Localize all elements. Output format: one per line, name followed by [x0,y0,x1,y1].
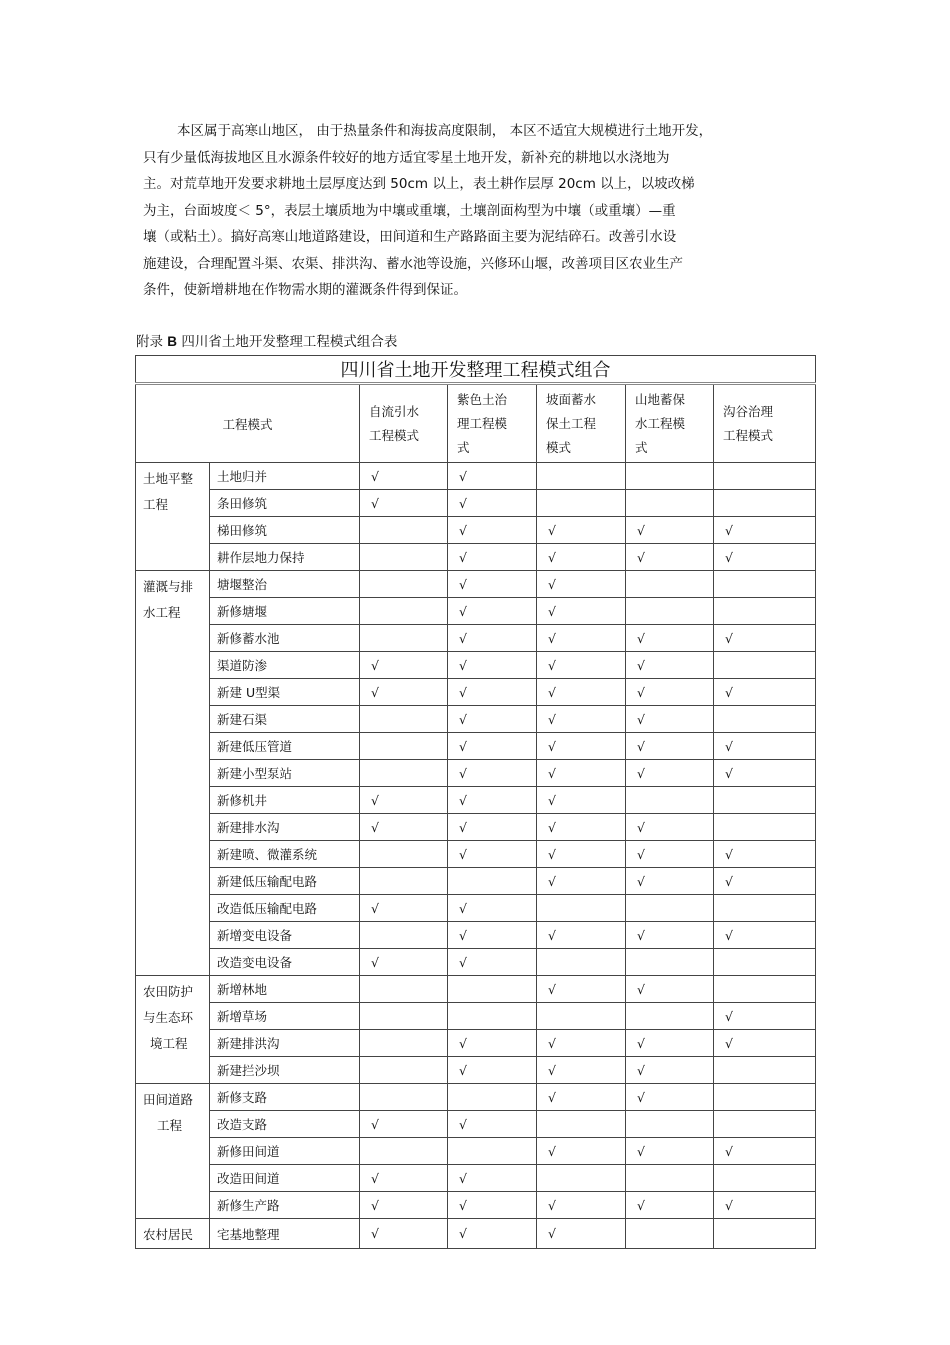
check-cell [360,1084,448,1111]
check-cell: √ [448,598,537,625]
check-cell: √ [360,895,448,922]
item-cell: 新修蓄水池 [210,625,360,652]
check-cell: √ [448,814,537,841]
check-cell: √ [537,1219,626,1249]
check-cell [537,949,626,976]
check-cell [626,949,714,976]
paragraph-line: 条件，使新增耕地在作物需水期的灌溉条件得到保证。 [143,282,467,298]
table-row [136,1003,816,1030]
item-cell: 新建排水沟 [210,814,360,841]
check-cell: √ [448,490,537,517]
check-cell [360,1138,448,1165]
check-cell: √ [714,868,816,895]
category-line: 工程 [143,497,169,512]
check-cell: √ [448,949,537,976]
check-cell [626,598,714,625]
appendix-letter: B [167,334,178,349]
item-cell: 塘堰整治 [210,571,360,598]
check-cell: √ [714,733,816,760]
check-cell: √ [537,598,626,625]
engineering-mode-table [135,355,816,1249]
table-row [136,1030,816,1057]
table-row [136,679,816,706]
table-row [136,1192,816,1219]
category-line: 工程 [157,1118,183,1133]
check-cell [360,1030,448,1057]
header-line: 式 [635,439,648,455]
check-cell: √ [626,1138,714,1165]
check-cell: √ [626,922,714,949]
check-cell: √ [448,517,537,544]
paragraph-line: 施建设，合理配置斗渠、农渠、排洪沟、蓄水池等设施，兴修环山堰，改善项目区农业生产 [143,255,683,272]
check-cell [714,1219,816,1249]
item-cell: 渠道防渗 [210,652,360,679]
check-cell [714,976,816,1003]
intro-paragraph [143,118,803,304]
check-cell: √ [537,652,626,679]
check-cell: √ [448,1192,537,1219]
check-cell: √ [626,706,714,733]
check-cell [360,841,448,868]
paragraph-line: 主。对荒草地开发要求耕地土层厚度达到 50cm 以上，表土耕作层厚 20cm 以上，以坡改梯 [143,176,695,192]
check-cell [360,517,448,544]
check-cell: √ [714,1192,816,1219]
check-cell [714,652,816,679]
category-line: 与生态环 [143,1010,194,1025]
check-cell: √ [537,1057,626,1084]
check-cell: √ [448,706,537,733]
category-line: 农田防护 [143,984,194,999]
table-row [136,760,816,787]
check-cell: √ [448,841,537,868]
check-cell [537,1003,626,1030]
check-cell: √ [537,1030,626,1057]
check-cell [626,1219,714,1249]
check-cell [714,787,816,814]
table-row [136,1111,816,1138]
check-cell: √ [714,760,816,787]
check-cell: √ [537,841,626,868]
check-cell [714,1057,816,1084]
check-cell [626,571,714,598]
table-row [136,598,816,625]
check-cell: √ [448,922,537,949]
table-header-row [136,384,816,463]
item-cell: 土地归并 [210,463,360,490]
check-cell: √ [360,1165,448,1192]
check-cell: √ [537,976,626,1003]
item-cell: 新增变电设备 [210,922,360,949]
check-cell [537,895,626,922]
item-cell: 新建排洪沟 [210,1030,360,1057]
table-row [136,706,816,733]
table-row [136,814,816,841]
check-cell: √ [537,922,626,949]
check-cell: √ [714,517,816,544]
check-cell [448,1003,537,1030]
check-cell: √ [537,625,626,652]
appendix-heading [136,330,397,350]
check-cell: √ [626,868,714,895]
check-cell: √ [448,1219,537,1249]
check-cell [448,1138,537,1165]
check-cell [537,1165,626,1192]
check-cell [626,1165,714,1192]
check-cell: √ [448,1111,537,1138]
table-row [136,949,816,976]
table-row [136,733,816,760]
item-cell: 新建小型泵站 [210,760,360,787]
check-cell: √ [626,760,714,787]
check-cell: √ [537,706,626,733]
check-cell: √ [537,1192,626,1219]
item-cell: 新建拦沙坝 [210,1057,360,1084]
check-cell: √ [626,733,714,760]
check-cell [626,463,714,490]
item-cell: 新增草场 [210,1003,360,1030]
category-line: 农村居民 [143,1227,194,1242]
check-cell: √ [537,787,626,814]
table-row [136,895,816,922]
header-line: 工程模式 [723,427,774,443]
mode-column-header [537,384,626,463]
category-line: 土地平整 [143,471,194,486]
check-cell: √ [537,679,626,706]
check-cell: √ [537,760,626,787]
item-cell: 新建 U型渠 [210,679,360,706]
mode-header: 工程模式 [136,384,360,463]
check-cell [626,1111,714,1138]
table-row [136,1057,816,1084]
check-cell: √ [626,1192,714,1219]
header-line: 保土工程 [546,415,597,431]
table-row [136,787,816,814]
check-cell: √ [626,814,714,841]
check-cell: √ [360,814,448,841]
table-row [136,922,816,949]
item-cell: 新修支路 [210,1084,360,1111]
check-cell [714,1084,816,1111]
check-cell: √ [626,1030,714,1057]
check-cell: √ [714,625,816,652]
check-cell: √ [714,922,816,949]
check-cell: √ [714,679,816,706]
check-cell [360,598,448,625]
table-row [136,1138,816,1165]
check-cell: √ [360,1219,448,1249]
item-cell: 改造低压输配电路 [210,895,360,922]
check-cell [360,868,448,895]
item-cell: 改造变电设备 [210,949,360,976]
check-cell: √ [537,517,626,544]
table-row [136,517,816,544]
table-title-row [136,356,816,384]
check-cell: √ [537,1138,626,1165]
item-cell: 新建低压管道 [210,733,360,760]
appendix-prefix: 附录 [136,334,163,350]
check-cell: √ [448,1165,537,1192]
check-cell: √ [360,787,448,814]
category-cell [136,1084,210,1219]
check-cell: √ [626,652,714,679]
check-cell [626,1003,714,1030]
category-cell [136,1219,210,1249]
table-row [136,625,816,652]
header-line: 自流引水 [369,403,420,419]
mode-column-header [714,384,816,463]
check-cell [360,544,448,571]
category-line: 水工程 [143,605,181,620]
item-cell: 新建石渠 [210,706,360,733]
check-cell [360,625,448,652]
mode-column-header [360,384,448,463]
check-cell: √ [537,733,626,760]
check-cell: √ [448,733,537,760]
check-cell: √ [448,463,537,490]
check-cell [714,571,816,598]
check-cell: √ [626,679,714,706]
check-cell: √ [448,895,537,922]
check-cell [360,976,448,1003]
check-cell: √ [714,841,816,868]
check-cell: √ [537,1084,626,1111]
check-cell: √ [626,1084,714,1111]
check-cell [360,1003,448,1030]
header-line: 紫色土治 [457,391,508,407]
item-cell: 新修机井 [210,787,360,814]
check-cell: √ [626,841,714,868]
check-cell: √ [360,463,448,490]
check-cell: √ [360,1192,448,1219]
table-row [136,841,816,868]
header-line: 坡面蓄水 [546,391,597,407]
check-cell [714,949,816,976]
check-cell: √ [714,1030,816,1057]
check-cell: √ [360,679,448,706]
check-cell: √ [626,544,714,571]
item-cell: 新修生产路 [210,1192,360,1219]
header-line: 模式 [546,439,572,455]
check-cell: √ [360,490,448,517]
item-cell: 耕作层地力保持 [210,544,360,571]
check-cell [360,706,448,733]
check-cell [537,463,626,490]
check-cell: √ [360,652,448,679]
check-cell: √ [714,1138,816,1165]
check-cell: √ [626,517,714,544]
category-cell [136,571,210,976]
check-cell: √ [714,544,816,571]
check-cell [448,1084,537,1111]
check-cell [360,733,448,760]
check-cell: √ [448,625,537,652]
item-cell: 改造支路 [210,1111,360,1138]
check-cell [537,490,626,517]
item-cell: 梯田修筑 [210,517,360,544]
table-row [136,652,816,679]
check-cell [448,976,537,1003]
check-cell: √ [448,1057,537,1084]
check-cell [714,706,816,733]
check-cell [714,895,816,922]
item-cell: 新建低压输配电路 [210,868,360,895]
check-cell: √ [714,1003,816,1030]
check-cell: √ [448,1030,537,1057]
header-line: 山地蓄保 [635,391,686,407]
check-cell: √ [626,976,714,1003]
check-cell: √ [537,571,626,598]
paragraph-line: 壤（或粘土）。搞好高寒山地道路建设，田间道和生产路路面主要为泥结碎石。改善引水设 [143,229,677,245]
category-line: 灌溉与排 [143,579,194,594]
check-cell: √ [626,1057,714,1084]
table-row [136,463,816,490]
check-cell [360,922,448,949]
paragraph-line: 为主，台面坡度＜ 5°，表层土壤质地为中壤或重壤，土壤剖面构型为中壤（或重壤）—重 [143,202,676,219]
header-line: 沟谷治理 [723,403,774,419]
item-cell: 新修田间道 [210,1138,360,1165]
check-cell [448,868,537,895]
paragraph-line: 只有少量低海拔地区且水源条件较好的地方适宜零星土地开发，新补充的耕地以水浇地为 [143,149,670,166]
header-line: 理工程模 [457,415,508,431]
check-cell: √ [626,625,714,652]
table-title: 四川省土地开发整理工程模式组合 [136,356,816,384]
table-row [136,1084,816,1111]
header-line: 工程模式 [369,427,420,443]
check-cell [714,814,816,841]
category-cell [136,976,210,1084]
check-cell: √ [448,760,537,787]
check-cell: √ [537,814,626,841]
check-cell [714,463,816,490]
mode-column-header [626,384,714,463]
check-cell [626,895,714,922]
check-cell [626,490,714,517]
header-line: 式 [457,439,470,455]
table-row [136,490,816,517]
check-cell: √ [448,544,537,571]
appendix-title: 四川省土地开发整理工程模式组合表 [181,334,398,350]
table-row [136,1219,816,1249]
mode-column-header [448,384,537,463]
table-row [136,976,816,1003]
item-cell: 新建喷、微灌系统 [210,841,360,868]
table-row [136,544,816,571]
table-row [136,571,816,598]
check-cell [537,1111,626,1138]
check-cell: √ [448,652,537,679]
check-cell [714,490,816,517]
check-cell [360,571,448,598]
table-row [136,868,816,895]
check-cell [714,1111,816,1138]
check-cell: √ [537,544,626,571]
item-cell: 改造田间道 [210,1165,360,1192]
check-cell: √ [448,679,537,706]
check-cell [626,787,714,814]
category-line: 田间道路 [143,1092,194,1107]
item-cell: 新增林地 [210,976,360,1003]
category-line: 境工程 [150,1036,188,1051]
check-cell [714,598,816,625]
check-cell: √ [448,787,537,814]
paragraph-line: 本区属于高寒山地区， 由于热量条件和海拔高度限制， 本区不适宜大规模进行土地开发， [177,123,713,139]
category-cell [136,463,210,571]
check-cell: √ [537,868,626,895]
item-cell: 条田修筑 [210,490,360,517]
header-line: 水工程模 [635,415,686,431]
item-cell: 新修塘堰 [210,598,360,625]
check-cell [360,760,448,787]
item-cell: 宅基地整理 [210,1219,360,1249]
check-cell [714,1165,816,1192]
check-cell: √ [448,571,537,598]
check-cell: √ [360,1111,448,1138]
check-cell: √ [360,949,448,976]
table-row [136,1165,816,1192]
check-cell [360,1057,448,1084]
